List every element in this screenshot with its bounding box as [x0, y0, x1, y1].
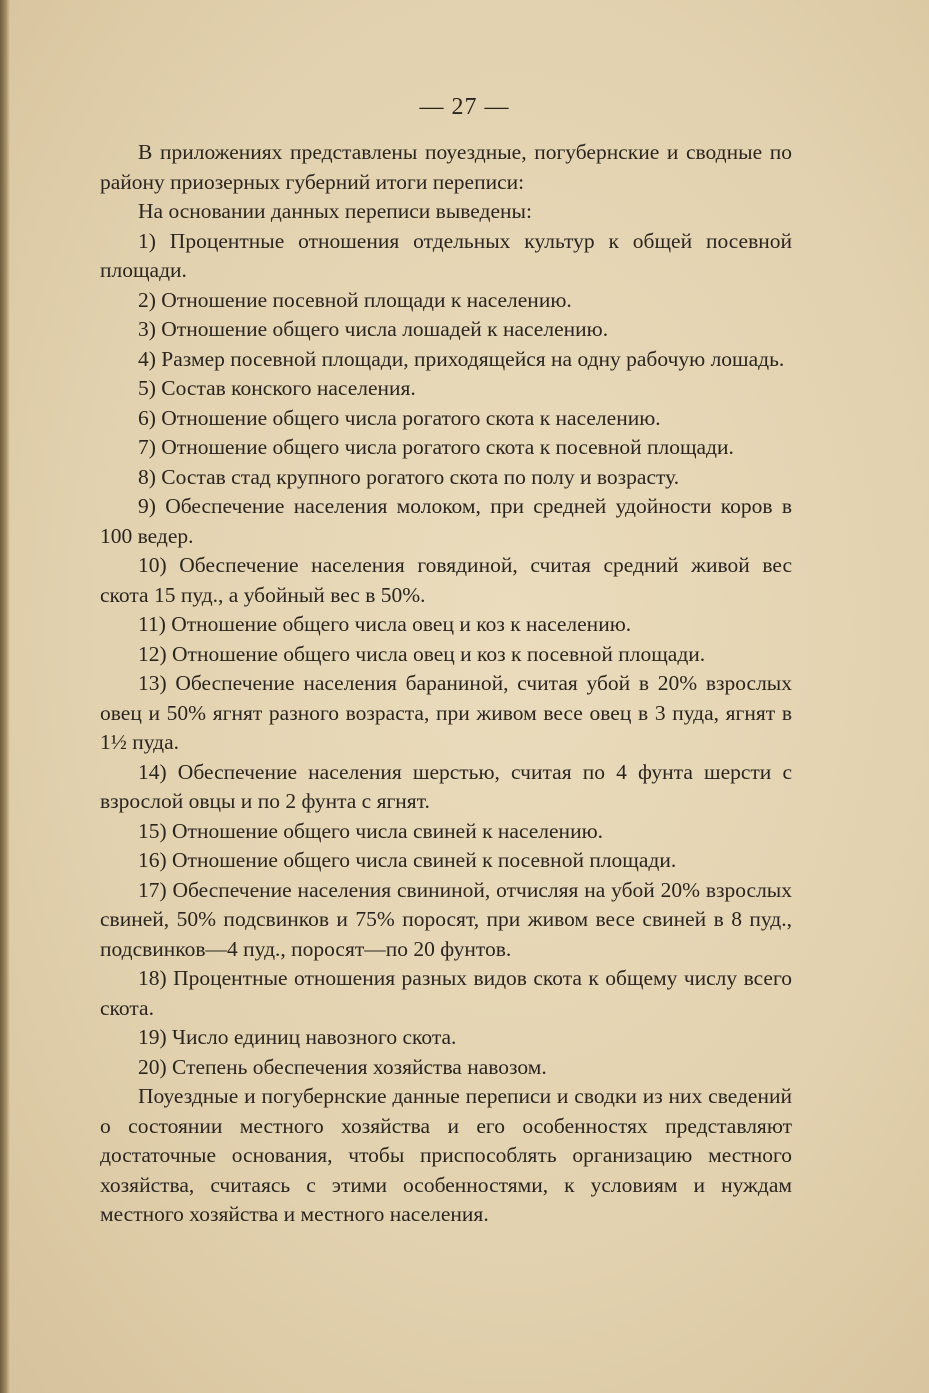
list-item: 4) Размер посевной площади, приходящейся на одну рабочую лошадь.	[138, 346, 785, 371]
list-item: 15) Отношение общего числа свиней к населению.	[138, 818, 604, 843]
list-item: 3) Отношение общего числа лошадей к населению.	[138, 317, 609, 341]
paragraph-list-intro: На основании данных переписи выведены:	[138, 199, 532, 223]
list-item: 11) Отношение общего числа овец и коз к населению.	[138, 612, 632, 636]
list-item: 5) Состав конского населения.	[138, 376, 416, 400]
list-item: 13) Обеспечение населения бараниной, считая убой в 20% взрослых овец и 50% ягнят разного возраста, при живом весе овец в 3 пуда, ягнят в 1½ пуда.	[100, 671, 792, 754]
list-item: 6) Отношение общего числа рогатого скота к населению.	[138, 405, 661, 430]
list-item: 7) Отношение общего числа рогатого скота к посевной площади.	[138, 435, 734, 459]
list-item: 18) Процентные отношения разных видов скота к общему числу всего скота.	[100, 966, 792, 1020]
list-item: 20) Степень обеспечения хозяйства навозом.	[138, 1054, 547, 1079]
paragraph-conclusion: Поуездные и погубернские данные переписи и сводки из них сведений о состоянии местного хозяйства и его особенностях представляют достаточные основания, чтобы приспособлять организацию местного хозяйства, считаясь с этими особенностями, к условиям и нуждам местного хозяйства и местного населения.	[100, 1084, 792, 1226]
list-item: 10) Обеспечение населения говядиной, считая средний живой вес скота 15 пуд., а убойный вес в 50%.	[100, 553, 792, 607]
list-item: 2) Отношение посевной площади к населению.	[138, 287, 572, 312]
list-item: 19) Число единиц навозного скота.	[138, 1025, 457, 1049]
paragraph-intro: В приложениях представлены поуездные, погубернские и сводные по району приозерных губерний итоги переписи:	[100, 140, 792, 194]
list-item: 17) Обеспечение населения свининой, отчисляя на убой 20% взрослых свиней, 50% подсвинков и 75% поросят, при живом весе свиней в 8 пуд., подсвинков—4 пуд., поросят—по 20 фунтов.	[100, 877, 792, 961]
list-item: 1) Процентные отношения отдельных культур к общей посевной площади.	[100, 228, 792, 282]
list-item: 12) Отношение общего числа овец и коз к посевной площади.	[138, 641, 706, 666]
list-item: 16) Отношение общего числа свиней к посевной площади.	[138, 848, 677, 872]
page-spine-shadow	[0, 0, 10, 1393]
list-item: 8) Состав стад крупного рогатого скота по полу и возрасту.	[138, 464, 680, 489]
page-number: — 27 —	[419, 94, 510, 120]
list-item: 9) Обеспечение населения молоком, при средней удойности коров в 100 ведер.	[100, 494, 792, 548]
list-item: 14) Обеспечение населения шерстью, считая по 4 фунта шерсти с взрослой овцы и по 2 фунта с ягнят.	[100, 759, 792, 813]
page-text	[100, 138, 792, 1230]
